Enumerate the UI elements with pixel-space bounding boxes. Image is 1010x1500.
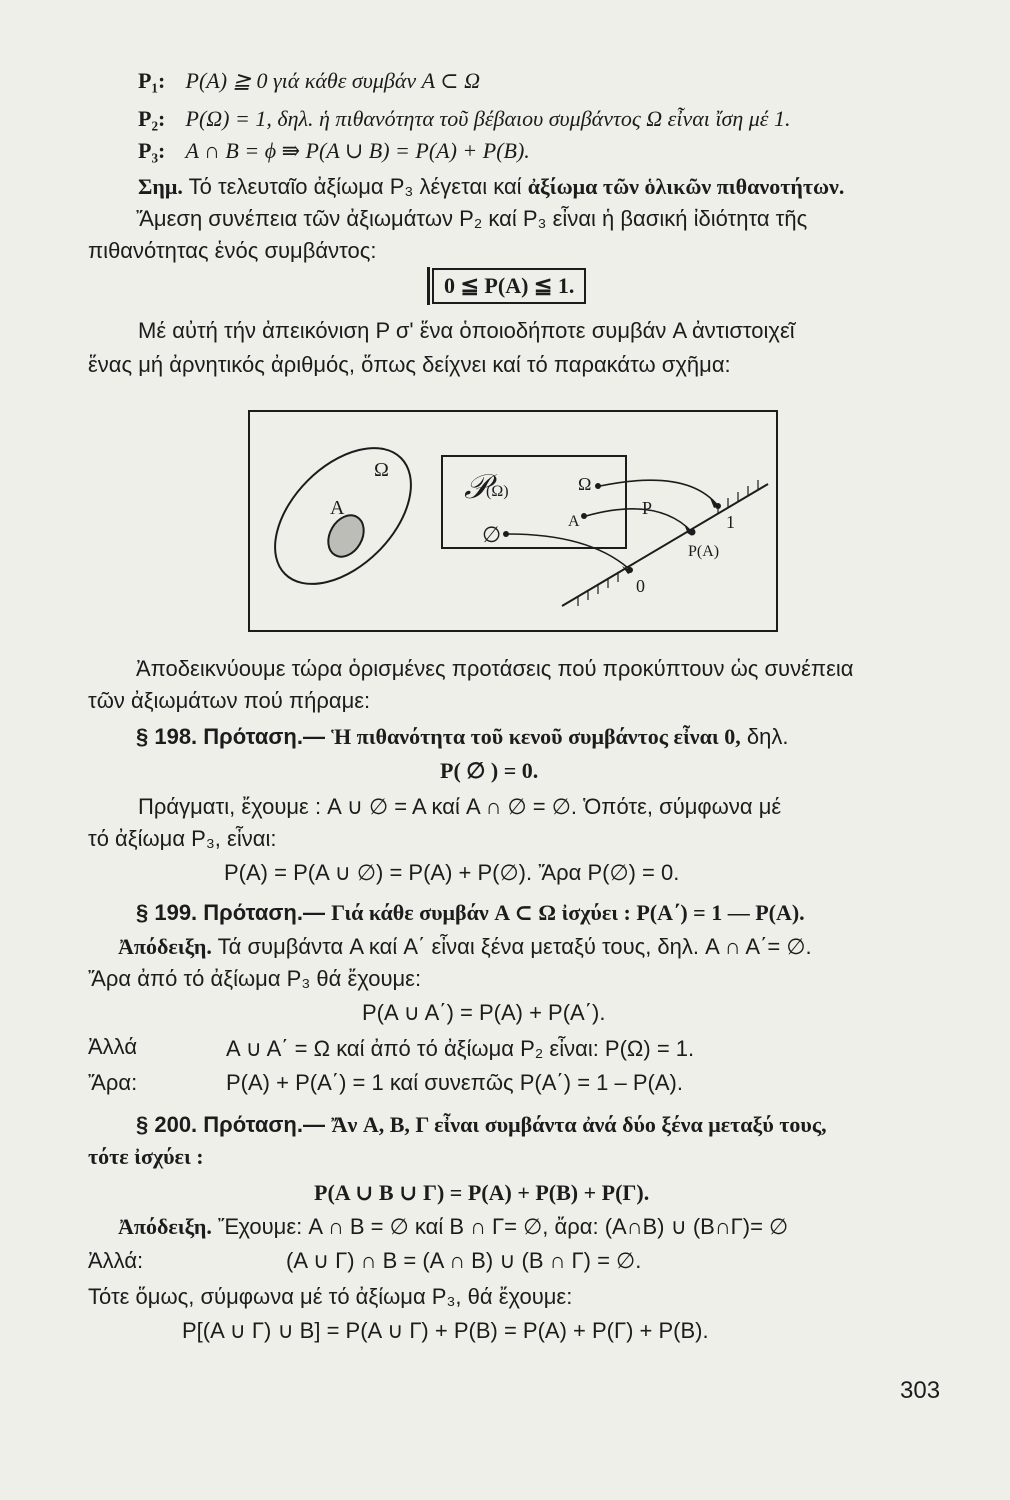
- arrow-omega-to-1: [600, 480, 718, 506]
- pa-label: P(A): [688, 543, 720, 560]
- section-200-heading: [136, 1110, 827, 1140]
- section-198-proof-line-1: Πράγματι, ἔχουμε : A ∪ ∅ = A καί A ∩ ∅ = ∅. Ὁπότε, σύμφωνα μέ: [138, 794, 782, 819]
- power-set-label: 𝒫: [464, 469, 489, 506]
- omega2-label: Ω: [578, 474, 592, 494]
- section-200-proof-label: Ἀπόδειξη.: [118, 1214, 212, 1239]
- number-axis: [562, 484, 768, 606]
- arrow-empty-to-0: [508, 534, 628, 568]
- axiom-2-text: P(Ω) = 1, δηλ. ἡ πιθανότητα τοῦ βέβαιου συμβάντος Ω εἶναι ἴση μέ 1.: [185, 106, 791, 131]
- section-199-proof: [118, 932, 812, 962]
- zero-label: 0: [636, 576, 645, 596]
- section-198-formula: P( ∅ ) = 0.: [440, 758, 539, 783]
- section-200-statement: Ἄν A, B, Γ εἶναι συμβάντα ἀνά δύο ξένα μεταξύ τους,: [331, 1112, 827, 1137]
- omega-label: Ω: [374, 459, 389, 481]
- mapping-line-2: ἕνας μή ἀρνητικός ἀριθμός, ὅπως δείχνει καί τό παρακάτω σχῆμα:: [88, 352, 731, 377]
- note: [138, 172, 844, 202]
- section-199-eq-1: P(A ∪ A΄) = P(A) + P(A΄).: [362, 1000, 606, 1025]
- section-199-ara: Ἄρα:: [88, 1070, 138, 1095]
- note-label: Σημ.: [138, 174, 183, 199]
- section-199-proof-line-1: Τά συμβάντα A καί A΄ εἶναι ξένα μεταξύ τους, δηλ. A ∩ A΄= ∅.: [217, 934, 812, 959]
- after-fig-line-2: τῶν ἀξιωμάτων πού πήραμε:: [88, 688, 371, 713]
- axiom-3-text: A ∩ B = ϕ ⇛ P(A ∪ B) = P(A) + P(B).: [185, 138, 530, 163]
- section-198-number: § 198.: [136, 724, 198, 749]
- section-200-proof: [118, 1212, 788, 1242]
- map-p-label: P: [642, 498, 653, 518]
- axiom-3: [138, 136, 530, 166]
- section-200-title: Πρόταση.—: [203, 1112, 325, 1137]
- section-199-statement: Γιά κάθε συμβάν A ⊂ Ω ἰσχύει : P(A΄) = 1 — P(A).: [331, 900, 805, 925]
- axiom-3-label: P₃:: [138, 138, 166, 163]
- mapping-figure: [248, 410, 778, 632]
- power-set-sub: (Ω): [486, 483, 509, 500]
- event-a-region: [321, 509, 371, 563]
- axiom-1-label: P₁:: [138, 68, 166, 93]
- section-199-eq-2: A ∪ A΄ = Ω καί ἀπό τό ἀξίωμα P₂ εἶναι: P(Ω) = 1.: [226, 1036, 695, 1061]
- section-199-alla: Ἀλλά: [88, 1034, 138, 1059]
- axiom-1: [138, 66, 480, 96]
- section-200-number: § 200.: [136, 1112, 198, 1137]
- after-fig-line-1: Ἀποδεικνύουμε τώρα ὁρισμένες προτάσεις πού προκύπτουν ὡς συνέπεια: [136, 656, 854, 681]
- section-198-proof-line-3: P(A) = P(A ∪ ∅) = P(A) + P(∅). Ἄρα P(∅) = 0.: [224, 860, 680, 885]
- axiom-2-label: P₂:: [138, 106, 166, 131]
- section-200-line-3: Τότε ὅμως, σύμφωνα μέ τό ἀξίωμα P₃, θά ἔχουμε:: [88, 1284, 573, 1309]
- section-199-eq-3: P(A) + P(A΄) = 1 καί συνεπῶς P(A΄) = 1 – P(A).: [226, 1070, 683, 1095]
- section-200-formula: P(A ∪ B ∪ Γ) = P(A) + P(B) + P(Γ).: [314, 1180, 650, 1205]
- section-200-proof-line-1: Ἔχουμε: A ∩ B = ∅ καί B ∩ Γ= ∅, ἄρα: (A∩B) ∪ (B∩Γ)= ∅: [218, 1214, 789, 1239]
- section-200-statement-2: τότε ἰσχύει :: [88, 1144, 204, 1169]
- page-number: 303: [900, 1377, 941, 1404]
- empty-label: ∅: [482, 522, 502, 547]
- section-198-title: Πρόταση.—: [203, 724, 325, 749]
- intro-line-1: Ἄμεση συνέπεια τῶν ἀξιωμάτων P₂ καί P₃ εἶναι ἡ βασική ἰδιότητα τῆς: [136, 206, 808, 231]
- axiom-2: [138, 104, 790, 134]
- section-198-dil: δηλ.: [746, 724, 789, 749]
- intro-line-2: πιθανότητας ἑνός συμβάντος:: [88, 238, 377, 263]
- section-198-statement: Ἡ πιθανότητα τοῦ κενοῦ συμβάντος εἶναι 0,: [331, 724, 741, 749]
- note-text: Τό τελευταῖο ἀξίωμα P₃ λέγεται καί: [188, 174, 522, 199]
- section-199-proof-line-2: Ἄρα ἀπό τό ἀξίωμα P₃ θά ἔχουμε:: [88, 966, 422, 991]
- mapping-line-1: Μέ αὐτή τήν ἀπεικόνιση P σ' ἕνα ὁποιοδήποτε συμβάν A ἀντιστοιχεῖ: [138, 318, 795, 343]
- one-label: 1: [726, 512, 735, 532]
- section-198-heading: [136, 722, 788, 752]
- boxed-formula: 0 ≦ P(A) ≦ 1.: [432, 268, 586, 304]
- note-term: ἀξίωμα τῶν ὁλικῶν πιθανοτήτων.: [527, 174, 845, 199]
- section-198-proof-line-2: τό ἀξίωμα P₃, εἶναι:: [88, 826, 277, 851]
- section-199-title: Πρόταση.—: [203, 900, 325, 925]
- section-199-heading: [136, 898, 805, 928]
- figure-frame: [249, 411, 777, 631]
- axiom-1-text: P(A) ≧ 0 γιά κάθε συμβάν A ⊂ Ω: [185, 68, 481, 93]
- section-200-alla: Ἀλλά:: [88, 1248, 144, 1273]
- section-200-eq-4: P[(A ∪ Γ) ∪ B] = P(A ∪ Γ) + P(B) = P(A) + P(Γ) + P(B).: [182, 1318, 709, 1343]
- arrow-a-to-pa: [586, 509, 692, 532]
- event2-label: A: [568, 513, 580, 530]
- event-a-label: A: [330, 497, 345, 519]
- section-200-eq-2: (A ∪ Γ) ∩ B = (A ∩ B) ∪ (B ∩ Γ) = ∅.: [286, 1248, 642, 1273]
- section-199-proof-label: Ἀπόδειξη.: [118, 934, 212, 959]
- section-199-number: § 199.: [136, 900, 198, 925]
